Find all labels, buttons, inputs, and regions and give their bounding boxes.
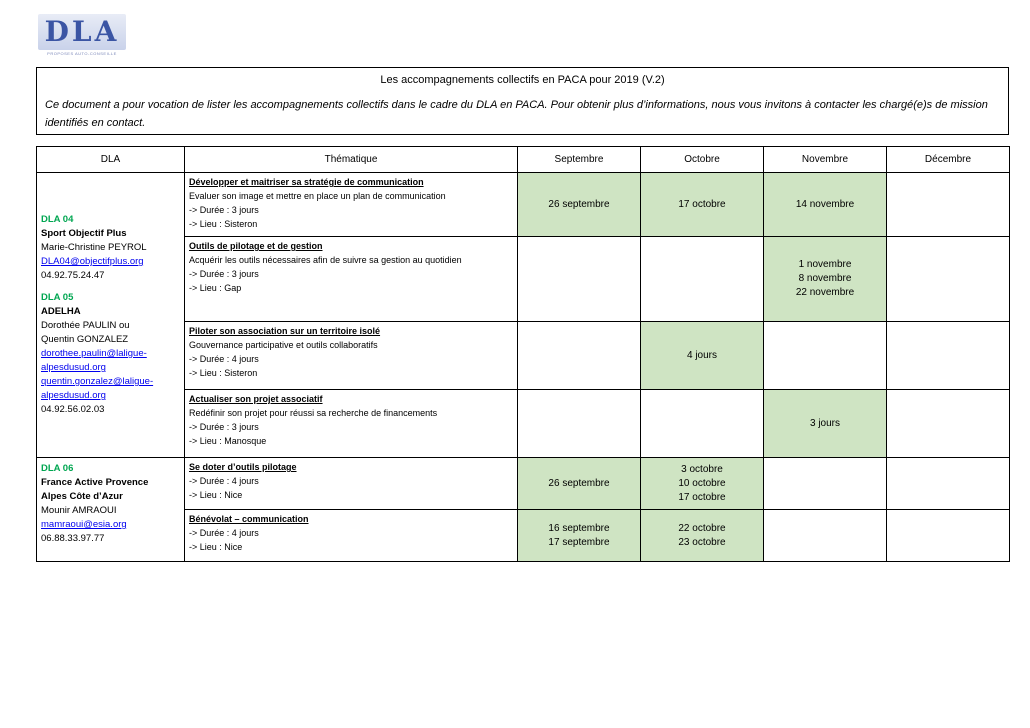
date-value: 16 septembre — [548, 522, 610, 534]
date-decembre — [887, 390, 1010, 458]
theme-lieu: -> Lieu : Manosque — [189, 436, 267, 446]
theme-title: Piloter son association sur un territoire isolé — [189, 326, 381, 336]
date-septembre — [518, 322, 641, 390]
intro-box — [36, 67, 1009, 135]
theme-lieu: -> Lieu : Nice — [189, 542, 243, 552]
dla-code: DLA 06 — [41, 463, 74, 474]
date-octobre — [641, 237, 764, 322]
date-value: 10 octobre — [678, 477, 726, 489]
theme-title: Se doter d’outils pilotage — [189, 462, 297, 472]
date-septembre — [518, 237, 641, 322]
date-decembre — [887, 237, 1010, 322]
dla-contact-cell — [37, 458, 185, 562]
theme-duree: -> Durée : 3 jours — [189, 269, 259, 279]
dla-email-link[interactable]: alpesdusud.org — [41, 390, 106, 401]
theme-title: Bénévolat – communication — [189, 514, 309, 524]
date-value: 22 novembre — [795, 287, 855, 298]
date-value: 8 novembre — [798, 273, 852, 284]
dla-org: France Active Provence — [41, 477, 149, 488]
dla-logo — [38, 14, 126, 58]
theme-lieu: -> Lieu : Sisteron — [189, 368, 258, 378]
theme-desc: Gouvernance participative et outils collaboratifs — [189, 340, 378, 350]
theme-title: Actualiser son projet associatif — [189, 394, 323, 404]
theme-duree: -> Durée : 3 jours — [189, 205, 259, 215]
header-octobre: Octobre — [641, 147, 764, 173]
date-novembre — [764, 237, 887, 322]
theme-lieu: -> Lieu : Nice — [189, 490, 243, 500]
date-octobre — [641, 390, 764, 458]
dla-contact-cell — [37, 173, 185, 458]
theme-lieu: -> Lieu : Gap — [189, 283, 242, 293]
theme-cell — [185, 237, 518, 322]
theme-desc: Redéfinir son projet pour réussi sa recherche de financements — [189, 408, 438, 418]
header-thematique: Thématique — [185, 147, 518, 173]
theme-desc: Acquérir les outils nécessaires afin de suivre sa gestion au quotidien — [189, 255, 462, 265]
date-novembre: 3 jours — [764, 390, 887, 458]
theme-cell — [185, 173, 518, 237]
date-decembre — [887, 510, 1010, 562]
table-header-row — [37, 147, 1010, 173]
date-novembre — [764, 458, 887, 510]
document-title: Les accompagnements collectifs en PACA pour 2019 (V.2) — [380, 74, 665, 86]
dla-org: Sport Objectif Plus — [41, 228, 127, 239]
dla-email-link[interactable]: dorothee.paulin@laligue- — [41, 348, 147, 359]
theme-title: Outils de pilotage et de gestion — [189, 241, 323, 251]
theme-duree: -> Durée : 3 jours — [189, 422, 259, 432]
theme-cell — [185, 390, 518, 458]
header-decembre: Décembre — [887, 147, 1010, 173]
dla-code: DLA 04 — [41, 214, 74, 225]
date-novembre — [764, 510, 887, 562]
dla-contact: Mounir AMRAOUI — [41, 505, 117, 516]
dla-phone: 04.92.56.02.03 — [41, 404, 105, 415]
theme-duree: -> Durée : 4 jours — [189, 528, 259, 538]
date-decembre — [887, 322, 1010, 390]
date-septembre: 26 septembre — [518, 173, 641, 237]
table-row — [37, 173, 1010, 237]
theme-duree: -> Durée : 4 jours — [189, 476, 259, 486]
date-value: 23 octobre — [678, 536, 726, 548]
theme-desc: Evaluer son image et mettre en place un plan de communication — [189, 191, 446, 201]
schedule-table — [36, 146, 1010, 562]
date-decembre — [887, 173, 1010, 237]
header-novembre: Novembre — [764, 147, 887, 173]
dla-contact: Marie-Christine PEYROL — [41, 242, 147, 253]
theme-lieu: -> Lieu : Sisteron — [189, 219, 258, 229]
date-novembre — [764, 322, 887, 390]
dla-email-link[interactable]: quentin.gonzalez@laligue- — [41, 376, 154, 387]
header-septembre: Septembre — [518, 147, 641, 173]
date-decembre — [887, 458, 1010, 510]
date-septembre: 26 septembre — [518, 458, 641, 510]
dla-code: DLA 05 — [41, 292, 74, 303]
date-value: 3 octobre — [681, 463, 723, 475]
date-octobre: 17 octobre — [641, 173, 764, 237]
header-dla: DLA — [37, 147, 185, 173]
dla-phone: 04.92.75.24.47 — [41, 270, 105, 281]
date-octobre — [641, 458, 764, 510]
date-octobre: 4 jours — [641, 322, 764, 390]
date-value: 17 septembre — [548, 536, 610, 548]
dla-org: Alpes Côte d’Azur — [41, 491, 123, 502]
theme-cell — [185, 458, 518, 510]
theme-cell — [185, 322, 518, 390]
theme-cell — [185, 510, 518, 562]
date-value: 17 octobre — [678, 491, 726, 503]
table-row — [37, 458, 1010, 510]
dla-email-link[interactable]: alpesdusud.org — [41, 362, 106, 373]
dla-contact: Dorothée PAULIN ou — [41, 320, 130, 331]
dla-email-link[interactable]: DLA04@objectifplus.org — [41, 256, 144, 267]
logo-subtitle: PROPOSES AUTO-CONSEILLE — [47, 51, 117, 56]
document-description: Ce document a pour vocation de lister les accompagnements collectifs dans le cadre du DLA en PACA. Pour obtenir plus d’informations, nous vous invitons à contacter les chargé(e)s de mission identifiés en contact. — [45, 99, 988, 129]
logo-text: DLA — [44, 15, 120, 48]
theme-duree: -> Durée : 4 jours — [189, 354, 259, 364]
theme-title: Développer et maitriser sa stratégie de communication — [189, 177, 424, 187]
dla-contact: Quentin GONZALEZ — [41, 334, 129, 345]
dla-phone: 06.88.33.97.77 — [41, 533, 105, 544]
date-value: 22 octobre — [678, 522, 726, 534]
date-septembre — [518, 510, 641, 562]
dla-email-link[interactable]: mamraoui@esia.org — [41, 519, 127, 530]
date-novembre: 14 novembre — [764, 173, 887, 237]
date-value: 1 novembre — [798, 259, 852, 270]
dla-org: ADELHA — [41, 306, 81, 317]
date-octobre — [641, 510, 764, 562]
date-septembre — [518, 390, 641, 458]
